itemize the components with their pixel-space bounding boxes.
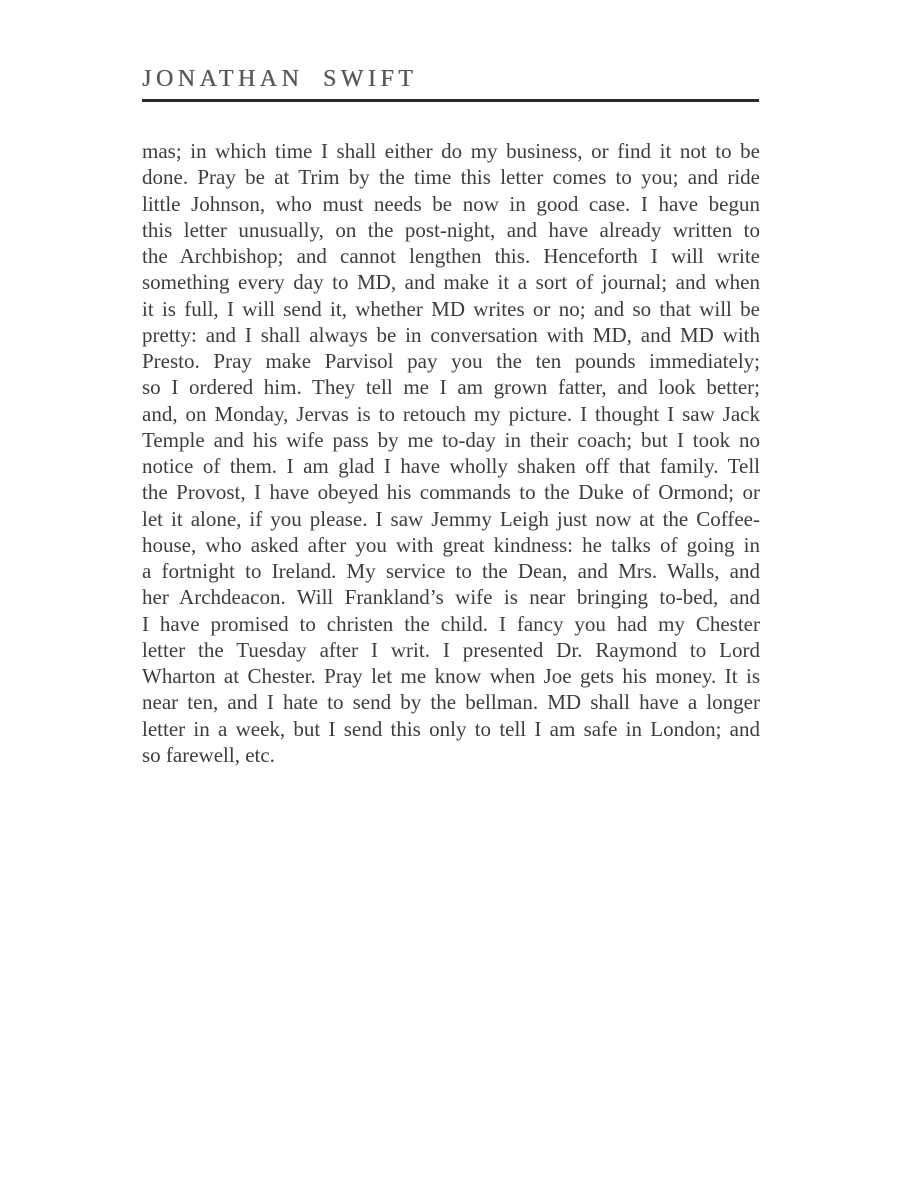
text-line: near ten, and I hate to send by the bellman. MD shall have a longer [142,690,760,715]
text-line: the Provost, I have obeyed his commands to the Duke of Ormond; or [142,480,760,505]
text-line: notice of them. I am glad I have wholly shaken off that family. Tell [142,454,760,478]
text-line: her Archdeacon. Will Frankland’s wife is near bringing to-bed, and [142,585,760,610]
text-line: something every day to MD, and make it a sort of journal; and when [142,270,760,295]
running-header [142,0,760,102]
text-line: let it alone, if you please. I saw Jemmy Leigh just now at the Coffee- [142,506,760,531]
text-line: so farewell, etc. [142,742,275,767]
text-line: letter the Tuesday after I writ. I presented Dr. Raymond to Lord [142,637,760,662]
text-line: Presto. Pray make Parvisol pay you the ten pounds immediately; [142,349,760,373]
page-title: JONATHAN SWIFT [142,66,418,92]
text-line: the Archbishop; and cannot lengthen this. Henceforth I will write [142,244,760,268]
text-line: Temple and his wife pass by me to-day in their coach; but I took no [142,427,760,452]
text-line: and, on Monday, Jervas is to retouch my picture. I thought I saw Jack [142,401,760,426]
text-line: little Johnson, who must needs be now in good case. I have begun [142,191,760,216]
text-line: this letter unusually, on the post-night, and have already written to [142,217,760,242]
body-text [142,138,760,768]
header-rule [142,99,759,102]
text-line: a fortnight to Ireland. My service to the Dean, and Mrs. Walls, and [142,559,760,583]
text-column [142,0,760,768]
text-line: letter in a week, but I send this only to tell I am safe in London; and [142,716,760,741]
text-line: done. Pray be at Trim by the time this letter comes to you; and ride [142,165,760,190]
text-line: I have promised to christen the child. I fancy you had my Chester [142,611,760,636]
text-line: so I ordered him. They tell me I am grown fatter, and look better; [142,375,760,400]
text-line: pretty: and I shall always be in conversation with MD, and MD with [142,322,760,347]
text-line: Wharton at Chester. Pray let me know when Joe gets his money. It is [142,664,760,688]
text-line: house, who asked after you with great kindness: he talks of going in [142,532,760,557]
text-line: mas; in which time I shall either do my business, or find it not to be [142,139,760,163]
text-line: it is full, I will send it, whether MD writes or no; and so that will be [142,296,760,321]
